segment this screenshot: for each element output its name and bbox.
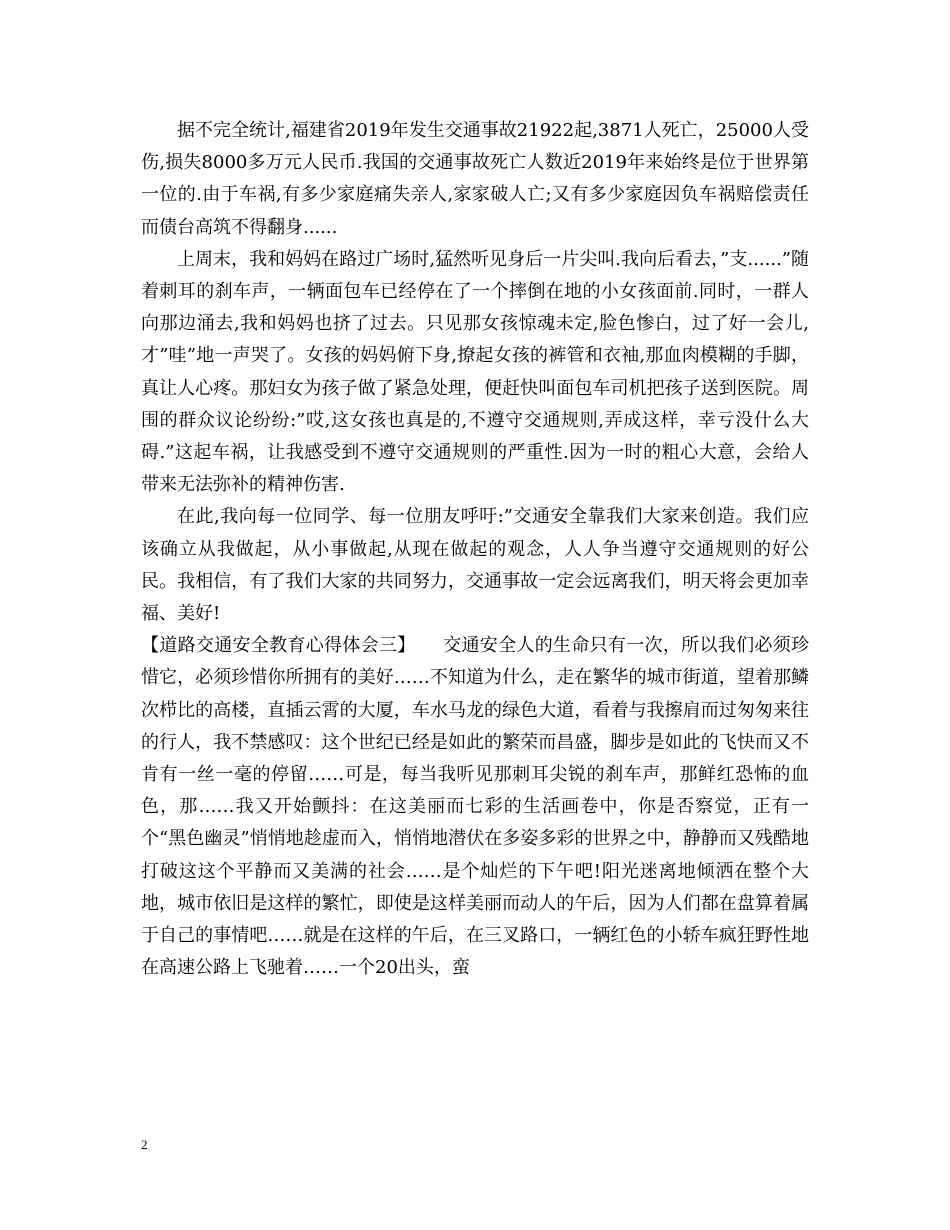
paragraph-traffic-statistics: 据不完全统计,福建省2019年发生交通事故21922起,3871人死亡，25000人受伤,损失8000多万元人民币.我国的交通事故死亡人数近2019年来始终是位于世界第一位的.由于车祸,有多少家庭痛失亲人,家家破人亡;又有多少家庭因负车祸赔偿责任而债台高筑不得翻身...... <box>141 120 809 238</box>
document-body <box>141 115 809 984</box>
paragraph-section-three: 【道路交通安全教育心得体会三】 交通安全人的生命只有一次，所以我们必须珍惜它，必须珍惜你所拥有的美好……不知道为什么，走在繁华的城市街道，望着那鳞次栉比的高楼，直插云霄的大厦，车水马龙的绿色大道，看着与我擦肩而过匆匆来往的行人，我不禁感叹：这个世纪已经是如此的繁荣而昌盛，脚步是如此的飞快而又不肯有一丝一毫的停留……可是，每当我听见那刺耳尖锐的刹车声，那鲜红恐怖的血色，那……我又开始颤抖：在这美丽而七彩的生活画卷中，你是否察觉，正有一个“黑色幽灵”悄悄地趁虚而入，悄悄地潜伏在多姿多彩的世界之中，静静而又残酷地打破这这个平静而又美满的社会……是个灿烂的下午吧!阳光迷离地倾洒在整个大地，城市依旧是这样的繁忙，即使是这样美丽而动人的午后，因为人们都在盘算着属于自己的事情吧……就是在这样的午后，在三叉路口，一辆红色的小轿车疯狂野性地在高速公路上飞驰着……一个20出头，蛮 <box>141 635 809 979</box>
paragraph-appeal: 在此,我向每一位同学、每一位朋友呼吁:”交通安全靠我们大家来创造。我们应该确立从我做起，从小事做起,从现在做起的观念，人人争当遵守交通规则的好公民。我相信，有了我们大家的共同努力，交通事故一定会远离我们，明天将会更加幸福、美好! <box>141 506 809 625</box>
paragraph-accident-story: 上周末，我和妈妈在路过广场时,猛然听见身后一片尖叫.我向后看去，”支......”随着刺耳的刹车声，一辆面包车已经停在了一个摔倒在地的小女孩面前.同时，一群人向那边涌去,我和妈妈也挤了过去。只见那女孩惊魂未定,脸色惨白，过了好一会儿,才”哇”地一声哭了。女孩的妈妈俯下身,撩起女孩的裤管和衣袖,那血肉模糊的手脚，真让人心疼。那妇女为孩子做了紧急处理，便赶快叫面包车司机把孩子送到医院。周围的群众议论纷纷:”哎,这女孩也真是的,不遵守交通规则,弄成这样，幸亏没什么大碍.”这起车祸，让我感受到不遵守交通规则的严重性.因为一时的粗心大意，会给人带来无法弥补的精神伤害. <box>141 248 809 496</box>
page-number: 2 <box>141 1137 148 1152</box>
